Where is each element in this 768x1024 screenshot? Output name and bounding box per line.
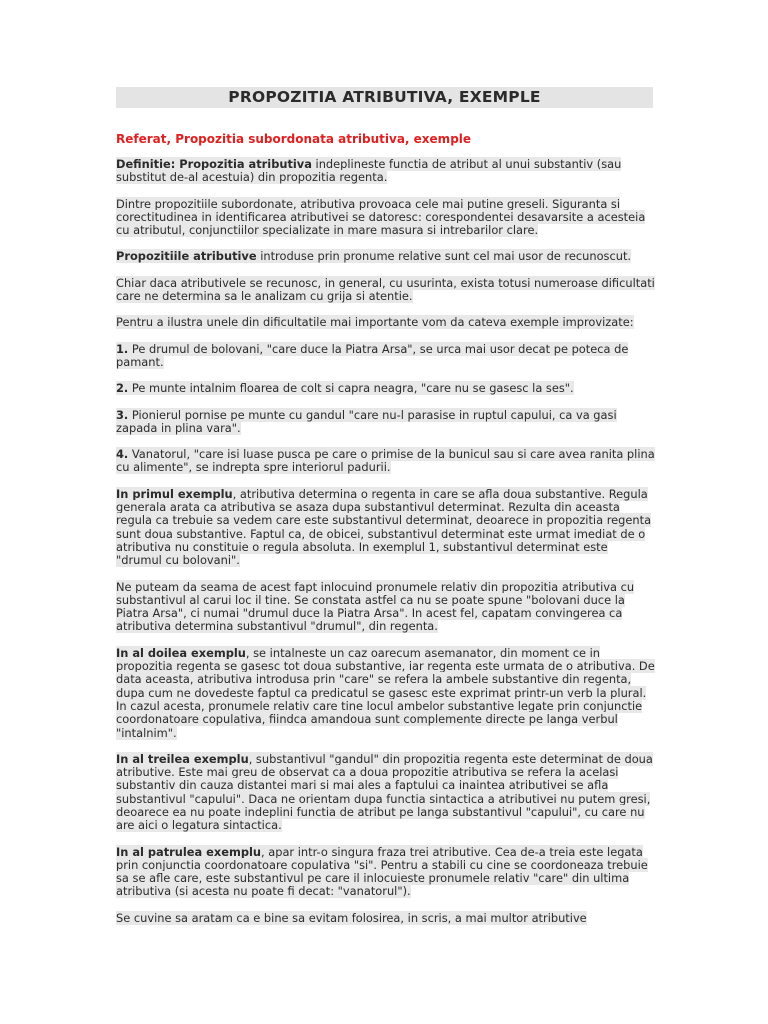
paragraph-text: Dintre propozitiile subordonate, atributiva provoaca cele mai putine greseli. Siguranta si corectitudinea in identificarea atributivei se datoresc: corespondentei desavarsite a acesteia cu atributul, conjunctiilor specializate in mare masura si intrebarilor clare. <box>116 196 646 238</box>
paragraph-text: introduse prin pronume relative sunt cel mai usor de recunoscut. <box>256 249 632 264</box>
paragraph-bold: 1. <box>116 341 129 356</box>
paragraph-bold: Propozitiile atributive <box>116 249 257 264</box>
paragraph-text: Vanatorul, "care isi luase pusca pe care o primise de la bunicul sau si care avea ranita plina cu alimente", se indrepta spre interiorul padurii. <box>116 447 655 475</box>
paragraph-text: , substantivul "gandul" din propozitia regenta este determinat de doua atributive. Este mai greu de observat ca a doua propozitie atributiva se refera la acelasi substantiv din cauza distantei mari si mai ales a faptului ca inaintea atributivei se afla substantivul "capului". Daca ne orientam dupa functia sintactica a atributivei nu putem gresi, deoarece ea nu poate indeplini functia de atribut pe langa substantivul "capului", cu care nu are aici o legatura sintactica. <box>116 751 653 833</box>
document-subtitle: Referat, Propozitia subordonata atributiva, exemple <box>116 132 472 146</box>
paragraph-bold: In al patrulea exemplu <box>116 844 261 859</box>
paragraph-text: Pe drumul de bolovani, "care duce la Piatra Arsa", se urca mai usor decat pe poteca de pamant. <box>116 341 629 369</box>
page-title: PROPOZITIA ATRIBUTIVA, EXEMPLE <box>116 87 653 108</box>
paragraph <box>116 647 656 740</box>
paragraph <box>116 488 656 568</box>
paragraph <box>116 250 656 263</box>
paragraph <box>116 753 656 833</box>
paragraph-bold: 3. <box>116 407 129 422</box>
paragraph-text: Pentru a ilustra unele din dificultatile mai importante vom da cateva exemple improvizate: <box>116 315 634 330</box>
paragraph-list <box>116 158 656 925</box>
example-paragraph <box>116 409 656 436</box>
paragraph <box>116 198 656 238</box>
example-paragraph <box>116 343 656 370</box>
paragraph-text: Chiar daca atributivele se recunosc, in general, cu usurinta, exista totusi numeroase dificultati care ne determina sa le analizam cu grija si atentie. <box>116 275 655 304</box>
paragraph <box>116 846 656 899</box>
paragraph-text: indeplineste functia de atribut al unui substantiv (sau substitut de-al acestuia) din propozitia regenta. <box>116 157 622 185</box>
example-paragraph <box>116 448 656 475</box>
paragraph-text: Pe munte intalnim floarea de colt si capra neagra, "care nu se gasesc la ses". <box>128 381 574 396</box>
example-paragraph <box>116 382 656 395</box>
paragraph <box>116 912 656 925</box>
paragraph <box>116 316 656 329</box>
paragraph-text: , se intalneste un caz oarecum asemanator, din moment ce in propozitia regenta se gasesc tot doua substantive, iar regenta este urmata de o atributiva. De data aceasta, atributiva introdusa prin "care" se refera la ambele substantive din regenta, dupa cum ne dovedeste faptul ca predicatul se gasesc este exprimat printr-un verb la plural. In cazul acesta, pronumele relativ care tine locul ambelor substantive legate prin conjunctie coordonatoare copulativa, fiindca amandoua sunt complemente directe pe langa verbul "intalnim". <box>116 645 655 740</box>
paragraph-bold: In al doilea exemplu <box>116 645 246 660</box>
paragraph-text: Se cuvine sa aratam ca e bine sa evitam folosirea, in scris, a mai multor atributive <box>116 910 587 925</box>
document-body <box>116 132 656 925</box>
paragraph-bold: In al treilea exemplu <box>116 751 249 766</box>
paragraph-text: , atributiva determina o regenta in care se afla doua substantive. Regula generala arata ca atributiva se asaza dupa substantivul determinat. Rezulta din aceasta regula ca trebuie sa vedem care este substantivul determinat, deoarece in propozitia regenta sunt doua substantive. Faptul ca, de obicei, substantivul determinat este urmat imediat de o atributiva nu constituie o regula absoluta. In exemplul 1, substantivul determinat este "drumul cu bolovani". <box>116 486 652 568</box>
paragraph-bold: In primul exemplu <box>116 486 233 501</box>
paragraph-bold: Definitie: Propozitia atributiva <box>116 157 312 171</box>
paragraph <box>116 277 656 304</box>
paragraph-text: , apar intr-o singura fraza trei atributive. Cea de-a treia este legata prin conjunctia coordonatoare copulativa "si". Pentru a stabili cu cine se coordoneaza trebuie sa se afle care, este substantivul pe care il inlocuieste pronumele relativ "care" din ultima atributiva (si acesta nu poate fi decat: "vanatorul"). <box>116 844 648 899</box>
paragraph-text: Pionierul pornise pe munte cu gandul "care nu-l parasise in ruptul capului, ca va gasi zapada in plina vara". <box>116 407 617 435</box>
paragraph <box>116 158 656 185</box>
paragraph <box>116 581 656 634</box>
paragraph-text: Ne puteam da seama de acest fapt inlocuind pronumele relativ din propozitia atributiva cu substantivul al carui loc il tine. Se constata astfel ca nu se poate spune "bolovani duce la Piatra Arsa", ci numai "drumul duce la Piatra Arsa". In acest fel, capatam convingerea ca atributiva determina substantivul "drumul", din regenta. <box>116 579 635 634</box>
paragraph-bold: 2. <box>116 381 129 396</box>
paragraph-bold: 4. <box>116 447 129 462</box>
